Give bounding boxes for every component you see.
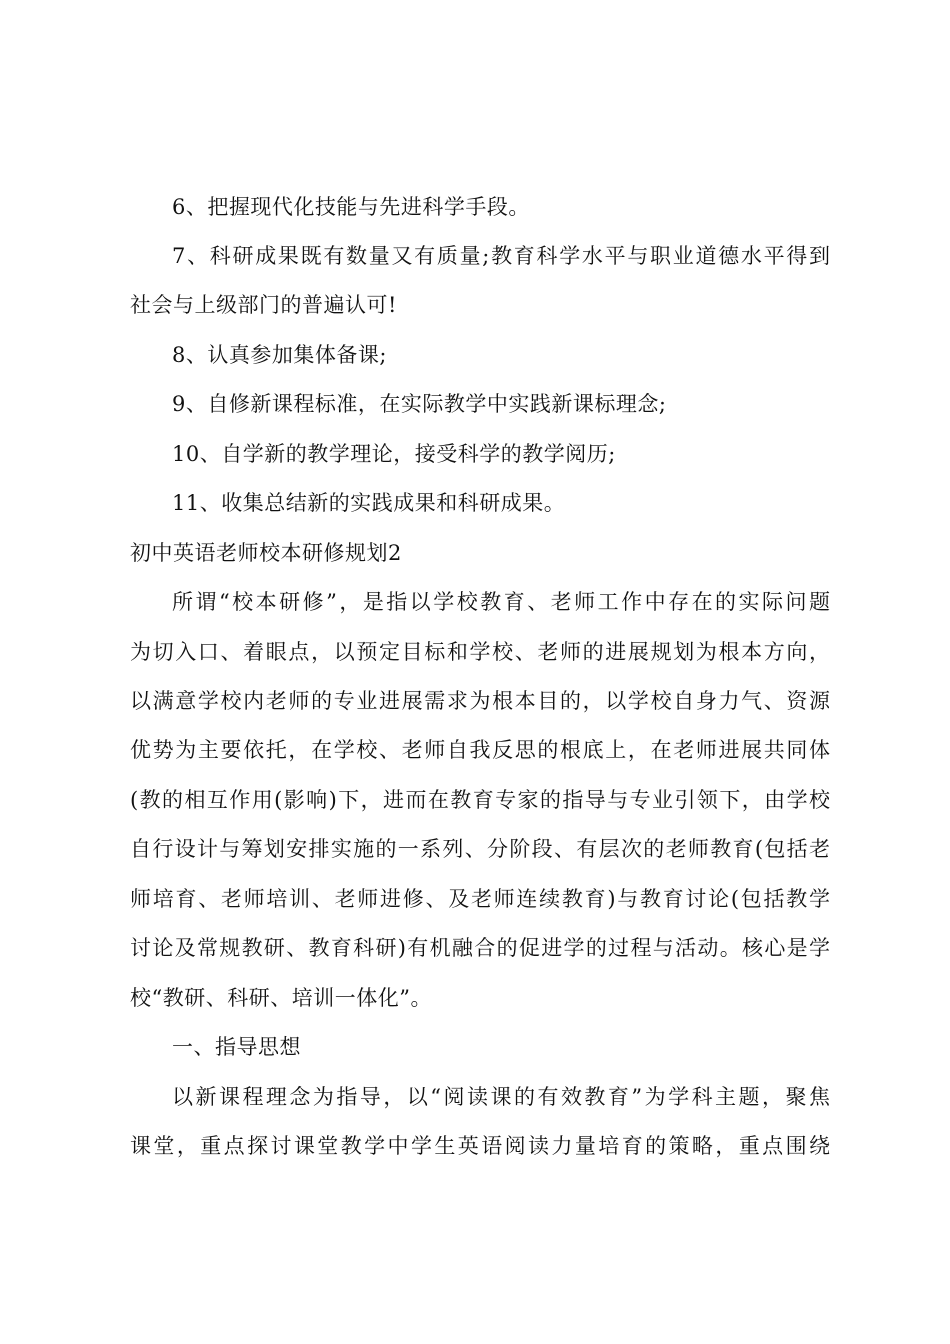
paragraph-line: 校“教研、科研、培训一体化”。: [130, 986, 432, 1010]
paragraph-line: 课堂，重点探讨课堂教学中学生英语阅读力量培育的策略，重点围绕: [130, 1134, 830, 1158]
paragraph-line: (教的相互作用(影响)下，进而在教育专家的指导与专业引领下，由学校: [130, 788, 830, 812]
paragraph-line: 优势为主要依托，在学校、老师自我反思的根底上，在老师进展共同体: [130, 738, 830, 762]
paragraph-line: 以满意学校内老师的专业进展需求为根本目的，以学校自身力气、资源: [130, 689, 830, 713]
paragraph-line: 师培育、老师培训、老师进修、及老师连续教育)与教育讨论(包括教学: [130, 887, 830, 911]
list-item: 6、把握现代化技能与先进科学手段。: [172, 195, 530, 219]
paragraph-line: 自行设计与筹划安排实施的一系列、分阶段、有层次的老师教育(包括老: [130, 837, 830, 861]
heading-guiding-ideology: 一、指导思想: [172, 1035, 301, 1059]
list-item: 8、认真参加集体备课;: [172, 343, 387, 367]
paragraph-line: 以新课程理念为指导，以“阅读课的有效教育”为学科主题，聚焦: [172, 1085, 830, 1109]
paragraph-line: 所谓“校本研修”，是指以学校教育、老师工作中存在的实际问题: [172, 590, 830, 614]
section-title: 初中英语老师校本研修规划2: [130, 541, 402, 565]
paragraph-line: 为切入口、着眼点，以预定目标和学校、老师的进展规划为根本方向，: [130, 640, 830, 664]
list-item: 11、收集总结新的实践成果和科研成果。: [172, 491, 566, 515]
list-item: 10、自学新的教学理论，接受科学的教学阅历;: [172, 442, 616, 466]
list-item: 9、自修新课程标准，在实际教学中实践新课标理念;: [172, 392, 667, 416]
list-item: 7、科研成果既有数量又有质量;教育科学水平与职业道德水平得到: [172, 244, 830, 268]
list-item-continuation: 社会与上级部门的普遍认可!: [130, 293, 397, 317]
paragraph-line: 讨论及常规教研、教育科研)有机融合的促进学的过程与活动。核心是学: [130, 936, 830, 960]
